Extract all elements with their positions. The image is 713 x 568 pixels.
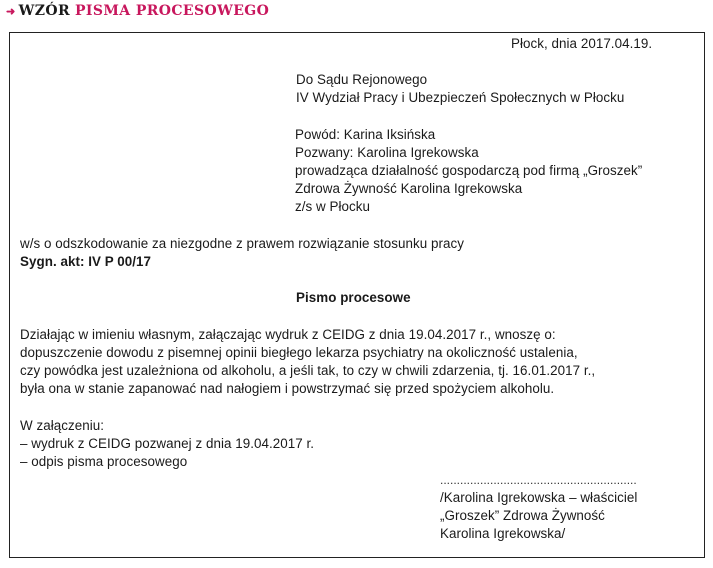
body-line: Działając w imieniu własnym, załączając wydruk z CEIDG z dnia 19.04.2017 r., wnoszę o: [20, 327, 556, 342]
header-label-part2: PISMA PROCESOWEGO [75, 3, 270, 19]
party-line: z/s w Płocku [295, 199, 371, 214]
signature-line: Karolina Igrekowska/ [440, 526, 566, 541]
case-subject: w/s o odszkodowanie za niezgodne z prawem rozwiązanie stosunku pracy [20, 236, 465, 251]
party-line: Pozwany: Karolina Igrekowska [295, 145, 479, 160]
signature-line: „Groszek” Zdrowa Żywność [440, 508, 605, 523]
party-line: Zdrowa Żywność Karolina Igrekowska [295, 181, 523, 196]
attachment-item: – wydruk z CEIDG pozwanej z dnia 19.04.2017 r. [20, 436, 315, 451]
addressee-line: IV Wydział Pracy i Ubezpieczeń Społecznych w Płocku [296, 90, 625, 105]
attachment-item: – odpis pisma procesowego [20, 454, 188, 469]
attachments-heading: W załączeniu: [20, 418, 105, 433]
document-title: Pismo procesowe [296, 290, 411, 305]
body-line: dopuszczenie dowodu z pisemnej opinii biegłego lekarza psychiatry na okoliczność ustalenia, [20, 345, 578, 360]
party-line: prowadząca działalność gospodarczą pod firmą „Groszek” [295, 163, 643, 178]
body-line: czy powódka jest uzależniona od alkoholu, a jeśli tak, to czy w chwili zdarzenia, tj. 16.01.2017 r., [20, 363, 596, 378]
header-label-part1: WZÓR [18, 3, 70, 19]
body-line: była ona w stanie zapanować nad nałogiem i powstrzymać się przed spożyciem alkoholu. [20, 381, 555, 396]
place-date: Płock, dnia 2017.04.19. [511, 36, 653, 51]
signature-dotted-line: ........................................................... [440, 473, 637, 487]
signature-line: /Karolina Igrekowska – właściciel [440, 490, 638, 505]
addressee-line: Do Sądu Rejonowego [296, 72, 428, 87]
party-line: Powód: Karina Iksińska [295, 127, 436, 142]
case-signature: Sygn. akt: IV P 00/17 [20, 254, 152, 269]
arrow-icon: ➜ [6, 4, 16, 18]
section-header [6, 2, 269, 20]
